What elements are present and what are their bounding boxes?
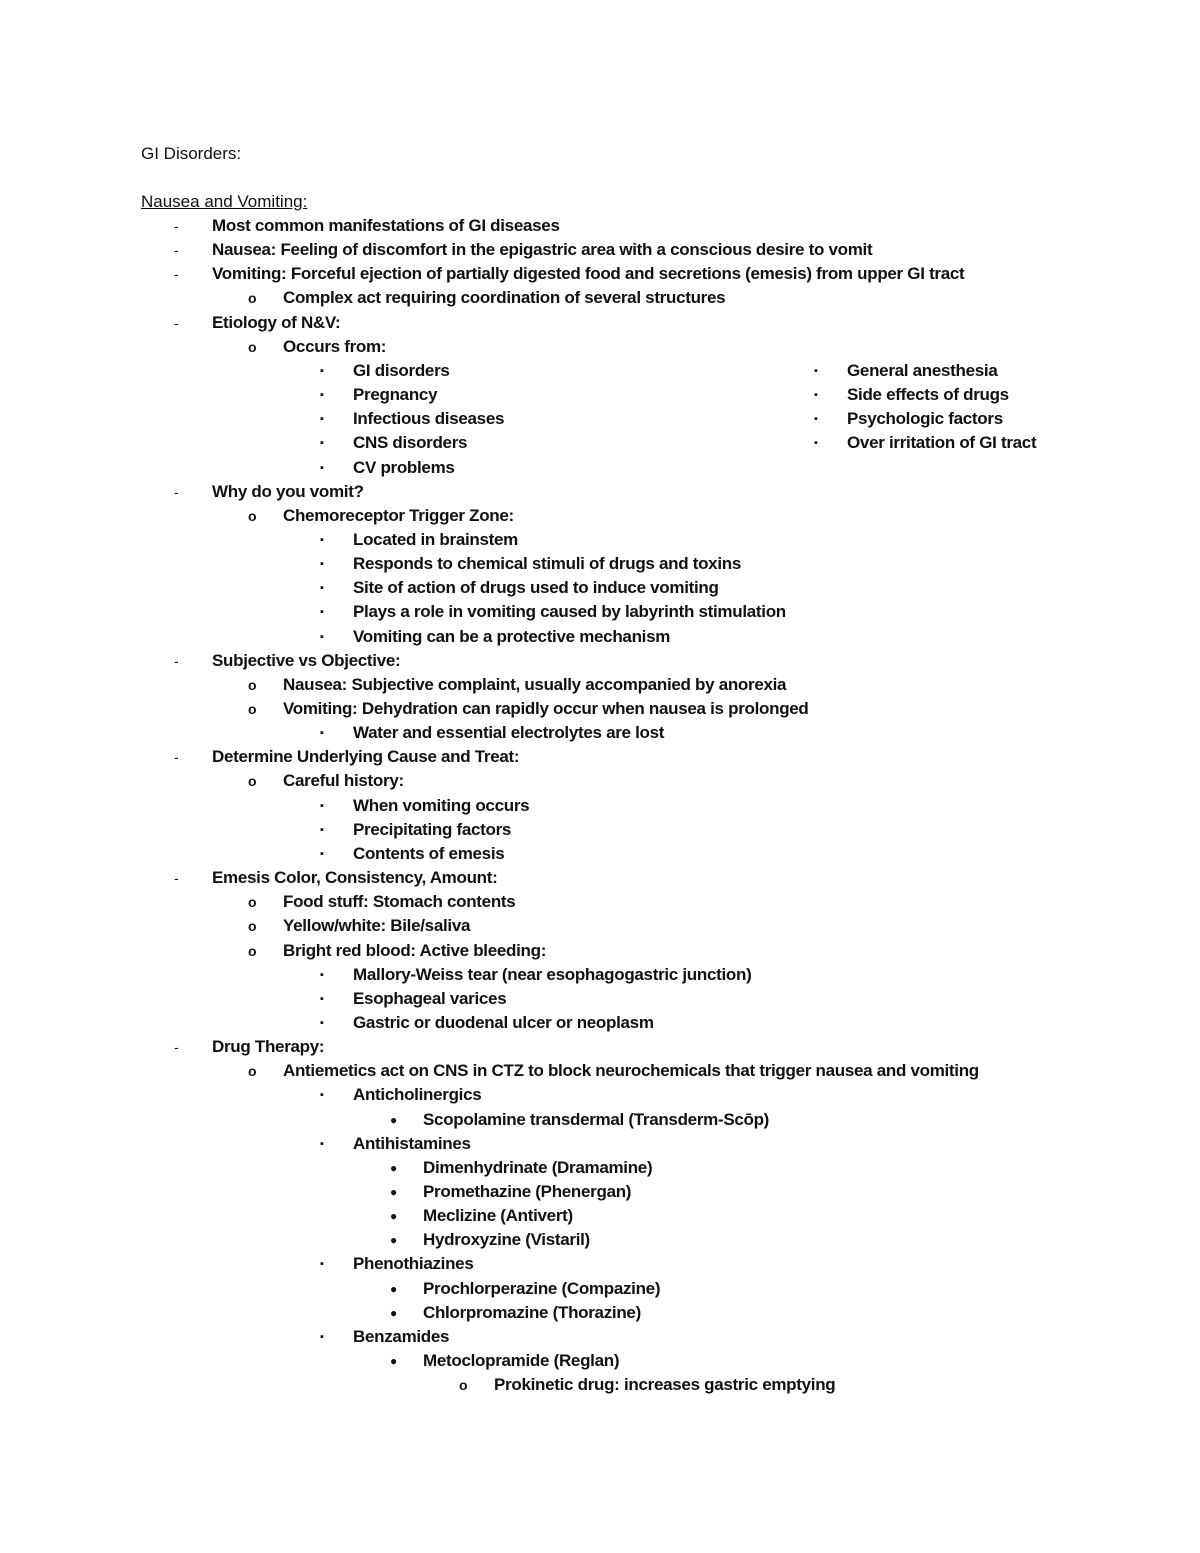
outline-item-text: Plays a role in vomiting caused by labyrinth stimulation xyxy=(353,602,786,621)
outline-item-text: GI disorders xyxy=(353,361,450,380)
bullet-marker: ▪ xyxy=(320,582,324,594)
bullet-marker: ▪ xyxy=(320,1089,324,1101)
outline-item-level-3 xyxy=(320,528,518,552)
outline-item-level-1 xyxy=(174,649,401,673)
outline-item-level-2 xyxy=(248,697,809,721)
outline-item-level-3 xyxy=(320,963,752,987)
section-heading: Nausea and Vomiting: xyxy=(141,192,308,211)
outline-item-text: Gastric or duodenal ulcer or neoplasm xyxy=(353,1013,654,1032)
outline-item-level-2 xyxy=(248,1059,979,1083)
outline-item-level-4 xyxy=(390,1277,661,1301)
bullet-marker: o xyxy=(248,701,257,717)
outline-item-text: Most common manifestations of GI diseases xyxy=(212,216,560,235)
bullet-marker: - xyxy=(174,315,179,331)
outline-item-level-2 xyxy=(248,914,471,938)
outline-item-text: Antihistamines xyxy=(353,1134,471,1153)
outline-item-text: Promethazine (Phenergan) xyxy=(423,1182,632,1201)
etiology-right-item-text: Side effects of drugs xyxy=(847,385,1009,404)
outline-item-text: Bright red blood: Active bleeding: xyxy=(283,941,547,960)
outline-item-text: Phenothiazines xyxy=(353,1254,474,1273)
bullet-marker: o xyxy=(248,1063,257,1079)
page-title: GI Disorders: xyxy=(141,144,242,163)
outline-item-level-4 xyxy=(390,1108,770,1132)
outline-item-level-1 xyxy=(174,480,364,504)
bullet-marker: ▪ xyxy=(320,1331,324,1343)
bullet-marker: - xyxy=(174,870,179,886)
outline-item-level-1 xyxy=(174,866,498,890)
outline-item-level-3 xyxy=(320,1132,471,1156)
bullet-marker: ● xyxy=(390,1113,398,1127)
outline-item-level-3 xyxy=(320,359,450,383)
outline-item-level-4 xyxy=(390,1228,590,1252)
bullet-marker: ▪ xyxy=(320,993,324,1005)
outline-item-level-3 xyxy=(320,431,468,455)
outline-item-text: Contents of emesis xyxy=(353,844,505,863)
bullet-marker: o xyxy=(248,894,257,910)
bullet-marker: - xyxy=(174,484,179,500)
bullet-marker: ● xyxy=(390,1161,398,1175)
outline-item-level-4 xyxy=(390,1349,620,1373)
bullet-marker: o xyxy=(248,773,257,789)
bullet-marker: ▪ xyxy=(320,1258,324,1270)
bullet-marker: ● xyxy=(390,1306,398,1320)
bullet-marker: - xyxy=(174,653,179,669)
outline-item-text: Nausea: Subjective complaint, usually accompanied by anorexia xyxy=(283,675,787,694)
etiology-right-item xyxy=(814,431,1037,455)
outline-item-text: Nausea: Feeling of discomfort in the epigastric area with a conscious desire to vomit xyxy=(212,240,873,259)
bullet-marker: o xyxy=(248,943,257,959)
outline-item-text: Vomiting: Forceful ejection of partially digested food and secretions (emesis) from upper GI tract xyxy=(212,264,965,283)
outline-item-level-3 xyxy=(320,407,505,431)
bullet-marker: o xyxy=(248,918,257,934)
outline-item-level-4 xyxy=(390,1301,641,1325)
outline-item-text: Pregnancy xyxy=(353,385,438,404)
bullet-marker: ▪ xyxy=(320,534,324,546)
outline-item-text: Metoclopramide (Reglan) xyxy=(423,1351,620,1370)
etiology-right-item xyxy=(814,383,1009,407)
bullet-marker: ▪ xyxy=(320,824,324,836)
outline-item-text: Dimenhydrinate (Dramamine) xyxy=(423,1158,653,1177)
outline-item-level-3 xyxy=(320,456,455,480)
outline-item-text: Determine Underlying Cause and Treat: xyxy=(212,747,520,766)
outline-item-text: Emesis Color, Consistency, Amount: xyxy=(212,868,498,887)
bullet-marker: ▪ xyxy=(814,413,818,425)
outline-item-level-1 xyxy=(174,745,520,769)
outline-item-text: Food stuff: Stomach contents xyxy=(283,892,516,911)
outline-item-text: Subjective vs Objective: xyxy=(212,651,401,670)
outline-item-text: Benzamides xyxy=(353,1327,450,1346)
outline-item-level-3 xyxy=(320,1325,450,1349)
outline-item-level-2 xyxy=(248,673,787,697)
outline-item-level-2 xyxy=(248,286,726,310)
bullet-marker: ▪ xyxy=(814,437,818,449)
bullet-marker: ▪ xyxy=(320,606,324,618)
outline-item-level-1 xyxy=(174,214,560,238)
outline-item-level-1 xyxy=(174,311,341,335)
bullet-marker: ▪ xyxy=(320,800,324,812)
etiology-right-item-text: Over irritation of GI tract xyxy=(847,433,1037,452)
bullet-marker: ● xyxy=(390,1185,398,1199)
outline-item-text: Responds to chemical stimuli of drugs and toxins xyxy=(353,554,741,573)
outline-item-level-3 xyxy=(320,842,505,866)
outline-item-text: Located in brainstem xyxy=(353,530,518,549)
bullet-marker: - xyxy=(174,242,179,258)
outline-item-level-2 xyxy=(248,769,404,793)
outline-item-level-3 xyxy=(320,794,530,818)
outline-item-level-4 xyxy=(390,1156,653,1180)
outline-item-text: Prochlorperazine (Compazine) xyxy=(423,1279,661,1298)
bullet-marker: - xyxy=(174,266,179,282)
bullet-marker: ▪ xyxy=(320,365,324,377)
outline-item-text: Careful history: xyxy=(283,771,404,790)
bullet-marker: ▪ xyxy=(814,389,818,401)
bullet-marker: ▪ xyxy=(320,413,324,425)
bullet-marker: o xyxy=(248,508,257,524)
etiology-right-item xyxy=(814,359,998,383)
outline-item-level-5 xyxy=(459,1373,836,1397)
bullet-marker: ▪ xyxy=(320,848,324,860)
bullet-marker: ▪ xyxy=(320,631,324,643)
outline-item-text: Why do you vomit? xyxy=(212,482,364,501)
outline-item-level-3 xyxy=(320,625,671,649)
bullet-marker: ▪ xyxy=(320,969,324,981)
outline-item-level-3 xyxy=(320,1011,654,1035)
outline-item-level-2 xyxy=(248,939,547,963)
outline-item-level-4 xyxy=(390,1204,573,1228)
outline-item-level-3 xyxy=(320,600,786,624)
outline-item-level-3 xyxy=(320,1252,474,1276)
outline-item-text: Meclizine (Antivert) xyxy=(423,1206,573,1225)
bullet-marker: o xyxy=(248,290,257,306)
outline-item-text: Antiemetics act on CNS in CTZ to block neurochemicals that trigger nausea and vomiting xyxy=(283,1061,979,1080)
bullet-marker: - xyxy=(174,218,179,234)
outline-item-text: Vomiting: Dehydration can rapidly occur when nausea is prolonged xyxy=(283,699,809,718)
outline-item-level-1 xyxy=(174,238,873,262)
bullet-marker: ● xyxy=(390,1233,398,1247)
outline-item-text: Mallory-Weiss tear (near esophagogastric junction) xyxy=(353,965,752,984)
bullet-marker: ● xyxy=(390,1282,398,1296)
outline-item-level-3 xyxy=(320,552,741,576)
bullet-marker: ▪ xyxy=(320,389,324,401)
bullet-marker: ▪ xyxy=(320,1017,324,1029)
outline-item-level-3 xyxy=(320,987,507,1011)
etiology-right-item-text: Psychologic factors xyxy=(847,409,1003,428)
outline-item-level-1 xyxy=(174,1035,325,1059)
outline-item-level-3 xyxy=(320,721,665,745)
bullet-marker: - xyxy=(174,749,179,765)
outline-item-text: Prokinetic drug: increases gastric emptying xyxy=(494,1375,836,1394)
outline-item-text: Esophageal varices xyxy=(353,989,507,1008)
outline-item-level-2 xyxy=(248,335,387,359)
outline-item-text: Drug Therapy: xyxy=(212,1037,325,1056)
bullet-marker: ● xyxy=(390,1209,398,1223)
bullet-marker: ▪ xyxy=(320,558,324,570)
bullet-marker: ▪ xyxy=(320,727,324,739)
bullet-marker: ● xyxy=(390,1354,398,1368)
outline-item-text: When vomiting occurs xyxy=(353,796,530,815)
outline-item-text: Yellow/white: Bile/saliva xyxy=(283,916,471,935)
bullet-marker: ▪ xyxy=(320,437,324,449)
outline-item-text: Water and essential electrolytes are lost xyxy=(353,723,665,742)
outline-item-level-3 xyxy=(320,1083,482,1107)
outline-item-level-4 xyxy=(390,1180,632,1204)
outline-item-text: Infectious diseases xyxy=(353,409,505,428)
outline-item-text: CNS disorders xyxy=(353,433,468,452)
outline-item-text: Scopolamine transdermal (Transderm-Scōp) xyxy=(423,1110,770,1129)
bullet-marker: ▪ xyxy=(814,365,818,377)
etiology-right-item-text: General anesthesia xyxy=(847,361,998,380)
outline-item-text: Hydroxyzine (Vistaril) xyxy=(423,1230,590,1249)
outline-item-text: Anticholinergics xyxy=(353,1085,482,1104)
outline-item-level-1 xyxy=(174,262,965,286)
outline-item-text: Chemoreceptor Trigger Zone: xyxy=(283,506,514,525)
bullet-marker: - xyxy=(174,1039,179,1055)
outline-item-level-3 xyxy=(320,383,438,407)
outline-item-text: Chlorpromazine (Thorazine) xyxy=(423,1303,641,1322)
outline-item-level-3 xyxy=(320,818,512,842)
outline-item-level-3 xyxy=(320,576,719,600)
outline-item-text: Precipitating factors xyxy=(353,820,512,839)
outline-item-text: Vomiting can be a protective mechanism xyxy=(353,627,671,646)
outline-item-text: CV problems xyxy=(353,458,455,477)
bullet-marker: o xyxy=(248,677,257,693)
outline-item-text: Complex act requiring coordination of several structures xyxy=(283,288,726,307)
bullet-marker: o xyxy=(459,1377,468,1393)
etiology-right-item xyxy=(814,407,1003,431)
outline-item-text: Etiology of N&V: xyxy=(212,313,341,332)
outline-item-level-2 xyxy=(248,890,516,914)
outline-item-level-2 xyxy=(248,504,514,528)
bullet-marker: ▪ xyxy=(320,1138,324,1150)
outline-item-text: Site of action of drugs used to induce vomiting xyxy=(353,578,719,597)
bullet-marker: o xyxy=(248,339,257,355)
bullet-marker: ▪ xyxy=(320,462,324,474)
outline-item-text: Occurs from: xyxy=(283,337,387,356)
